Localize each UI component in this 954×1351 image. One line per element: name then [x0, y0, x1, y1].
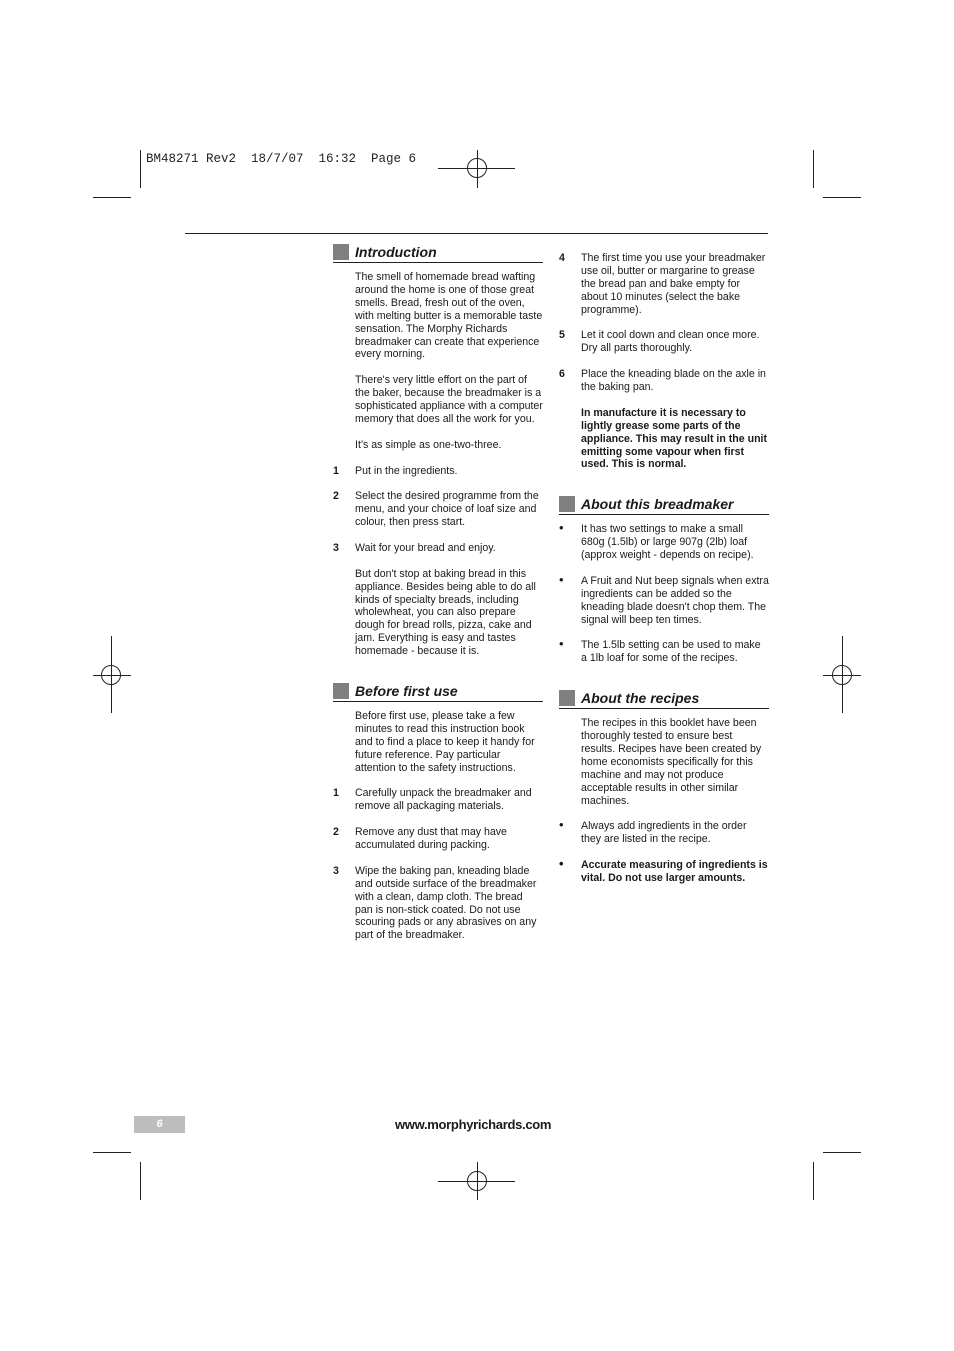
- heading-marker-icon: [559, 690, 575, 706]
- step-number: 2: [333, 490, 339, 503]
- bullet-icon: •: [559, 817, 564, 833]
- warning-note: In manufacture it is necessary to lightly grease some parts of the appliance. This may result in the unit emitting some vapour when first used. This is normal.: [581, 406, 768, 471]
- section-heading-before-first-use: [333, 683, 543, 702]
- step-number: 1: [333, 787, 339, 800]
- section-heading-introduction: [333, 244, 543, 263]
- page-number: 6: [134, 1116, 185, 1133]
- list-item: [559, 817, 769, 846]
- registration-target-icon: [832, 665, 852, 685]
- step-text: Select the desired programme from the menu, and your choice of loaf size and colour, then press start.: [355, 490, 539, 529]
- heading-marker-icon: [333, 244, 349, 260]
- list-item: [559, 571, 769, 627]
- print-slug: BM48271 Rev2 18/7/07 16:32 Page 6: [146, 152, 417, 166]
- step-number: 5: [559, 329, 565, 342]
- section-heading-about-recipes: [559, 690, 769, 709]
- paragraph: The recipes in this booklet have been thoroughly tested to ensure best results. Recipes have been created by home economists specifically for this machine and may not produce acceptable results in other similar machines.: [581, 717, 762, 807]
- step-text: Remove any dust that may have accumulated during packing.: [355, 826, 507, 852]
- list-item: [333, 826, 543, 852]
- section-heading-about-breadmaker: [559, 496, 769, 515]
- crop-mark: [823, 1152, 861, 1153]
- bullet-text: The 1.5lb setting can be used to make a 1lb loaf for some of the recipes.: [581, 639, 761, 665]
- list-item: [333, 490, 543, 529]
- step-text: Wipe the baking pan, kneading blade and outside surface of the breadmaker with a clean, damp cloth. The bread pan is non-stick coated. Do not use scouring pads or any abrasives on any part of the breadmaker.: [355, 864, 537, 942]
- section-title: About the recipes: [581, 690, 700, 707]
- column-left: [333, 244, 543, 955]
- crop-mark: [140, 150, 141, 188]
- registration-target-icon: [467, 158, 487, 178]
- bullet-icon: •: [559, 636, 564, 652]
- step-text: Place the kneading blade on the axle in the baking pan.: [581, 368, 766, 394]
- step-text: The first time you use your breadmaker use oil, butter or margarine to grease the bread pan and bake empty for about 10 minutes (select the bake programme).: [581, 252, 766, 316]
- website-url: www.morphyrichards.com: [395, 1117, 552, 1132]
- bullet-text: A Fruit and Nut beep signals when extra ingredients can be added so the kneading blade doesn't chop them. The signal will beep ten times.: [581, 574, 769, 626]
- step-number: 1: [333, 464, 339, 477]
- step-number: 6: [559, 368, 565, 381]
- bullet-icon: •: [559, 571, 564, 587]
- bullet-text: Accurate measuring of ingredients is vital. Do not use larger amounts.: [581, 859, 768, 884]
- registration-target-icon: [467, 1171, 487, 1191]
- list-item: [559, 368, 769, 394]
- step-text: Let it cool down and clean once more. Dry all parts thoroughly.: [581, 329, 760, 355]
- paragraph: But don't stop at baking bread in this appliance. Besides being able to do all kinds of specialty breads, including wholewheat, you can also prepare dough for bread rolls, pizza, cake and jam. Everything is easy and tastes homemade - because it is.: [355, 567, 536, 658]
- step-text: Carefully unpack the breadmaker and remove all packaging materials.: [355, 787, 532, 813]
- header-rule: [185, 233, 768, 234]
- step-number: 3: [333, 864, 339, 877]
- crop-mark: [813, 150, 814, 188]
- bullet-text: Always add ingredients in the order they are listed in the recipe.: [581, 820, 747, 846]
- paragraph: Before first use, please take a few minutes to read this instruction book and to find a place to keep it handy for future reference. Pay particular attention to the safety instructions.: [355, 709, 535, 774]
- list-item: [559, 856, 769, 885]
- crop-mark: [813, 1162, 814, 1200]
- bullet-icon: •: [559, 520, 564, 536]
- step-number: 2: [333, 826, 339, 839]
- section-title: Before first use: [355, 682, 458, 699]
- step-number: 4: [559, 252, 565, 264]
- crop-mark: [93, 1152, 131, 1153]
- list-item: [333, 787, 543, 813]
- step-text: Wait for your bread and enjoy.: [355, 541, 496, 554]
- paragraph: There's very little effort on the part of the baker, because the breadmaker is a sophisticated appliance with a computer memory that does all the work for you.: [355, 374, 543, 425]
- list-item: [333, 542, 543, 555]
- crop-mark: [140, 1162, 141, 1200]
- crop-mark: [823, 197, 861, 198]
- list-item: [559, 636, 769, 665]
- list-item: [559, 252, 769, 317]
- list-item: [333, 865, 543, 942]
- crop-mark: [93, 197, 131, 198]
- bullet-icon: •: [559, 856, 564, 872]
- section-title: Introduction: [355, 244, 437, 260]
- heading-marker-icon: [333, 683, 349, 699]
- step-number: 3: [333, 541, 339, 554]
- list-item: [559, 520, 769, 562]
- paragraph: It’s as simple as one-two-three.: [355, 438, 502, 451]
- bullet-text: It has two settings to make a small 680g (1.5lb) or large 907g (2lb) loaf (approx weight - depends on recipe).: [581, 523, 754, 562]
- list-item: [333, 465, 543, 478]
- heading-marker-icon: [559, 496, 575, 512]
- list-item: [559, 329, 769, 355]
- step-text: Put in the ingredients.: [355, 464, 458, 477]
- section-title: About this breadmaker: [581, 496, 734, 513]
- paragraph: The smell of homemade bread wafting around the home is one of those great smells. Bread, fresh out of the oven, with melting butter is a memorable taste sensation. The Morphy Richards breadmaker can create that experience every morning.: [355, 271, 543, 361]
- registration-target-icon: [101, 665, 121, 685]
- column-right: [559, 252, 769, 898]
